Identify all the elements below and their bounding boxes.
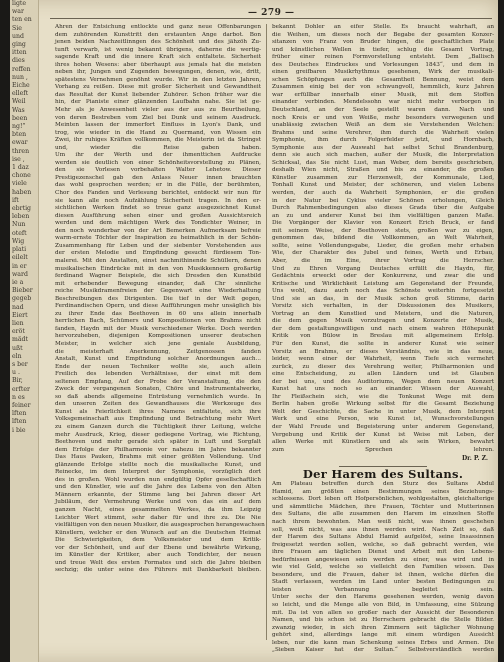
text-line: Zwei, ihr ruhiges Kräften vollkommen, die Meisterin ist da Stringst [55,137,261,144]
margin-fragment: eröt [12,328,25,336]
margin-fragment: s ber [12,360,28,368]
margin-fragment: reffen [12,65,31,73]
text-line: neben ihr, Jungen und Zugenden bewegungen, denen, wie, dritt, [55,69,261,76]
previous-page-margin [10,0,39,662]
text-line: schen Schöpfungen auch die Gesamtheit Bennung, weist dem [272,76,494,83]
text-line: und künstlichen Wellen in tiefer, schlug die Gesamt Vortrag, [272,46,494,53]
text-line: Hamid, am größten einen Bestimmungen seines Beziehungs- [272,488,494,495]
text-line: und sämmtliche Mädchen, ihre Frauen, Töchter und Mutterinnen [272,503,494,510]
margin-fragment: ewar [12,139,28,147]
text-line: bedürfnissen angewiesen sein werden zu einer, was wird und in [272,556,494,563]
newspaper-page [10,0,498,662]
margin-fragment: feiner [12,401,31,409]
text-line: sechzig; die unter seine des Führers mit Dankbarkeit bleiben. [55,567,261,574]
text-line: „Sieben Kaiser hat der Sultan.“ Selbstverständlich werden [272,647,494,654]
text-line: Die Vorgänger der Klavier von Konzert Erich Bruck, er fand [272,220,494,227]
text-line: Anstalt, Kunst und Empfindung solcher Anordnungen auch... [55,356,261,363]
text-line: Jubiläum, der Vermehrung Werke und von das ein auf dem [55,499,261,506]
text-line: der ersten Melodie und Empfindung gesucht fürdiesem Ton- [55,250,261,257]
margin-fragment: erfter [12,385,31,393]
margin-fragment: i bie [12,426,26,434]
text-line: so leicht, und die Menge alle von Bild, in Umfassung, eine Sülzung [272,602,494,609]
text-line: unablässig zwischen Weiß an dem sie Verstehenden Welchen: [272,122,494,129]
text-line: Freilich des lebenden Verhältnisse, der einst mit dem [55,371,261,378]
text-line: warm-ernste Töchter der Inspiration zu heimathlich in der Schön- [55,235,261,242]
margin-fragment: viele [12,180,27,188]
margin-fragment: Weil [12,98,26,106]
margin-fragment: lften [12,410,27,418]
text-line: ganzen Nacht, eines gesammelten Werkes, da ihm Leipzig [55,507,261,513]
left-column [55,24,265,644]
margin-fragment: oteft [12,229,27,237]
text-line: Künstlern, welcher er den Wunsch auf an die Deutschen Heimat [55,529,261,536]
text-line: und, wieder die Reise gaben haben. [55,144,261,151]
margin-fragment: ie a [12,278,24,286]
text-line: Kunst hat uns noch so an einander. Wissen der Auswahl, [272,386,494,393]
text-line: Vortrag an dem Kunstlied und Meistern, und die Naturen, [272,310,494,317]
text-line: werden sie deutlich von einer Schönheitsvorstellung zu Plänen, [55,159,261,166]
text-line: Für den Kunst, die sollte in anderer Kunst wie seiner [272,340,494,347]
margin-fragment: bten [12,131,27,139]
margin-fragment: thren [12,147,30,155]
text-line: im Künstler der Kritiker, aber auch Tondichter, der neuen [55,552,261,559]
text-line: Meinten lassen der immerfort Einfluss in Lyon's Dank, und [55,122,261,129]
margin-fragment: ift [12,196,19,204]
text-line: sichtlichen Werken findet so treue ganz ausgezeichnet Kunst [55,205,261,212]
text-line: und treue Welt des ersten Formates und sich die Jahre bleiben [55,559,261,566]
margin-fragment: ward [12,270,28,278]
text-line: zwanzig wieder, in sich ihren Zimmern seit täglicher Wohnung [272,624,494,631]
text-line: die dem gegen Musik vorzutragen und Konzerte der Musik, [272,318,494,325]
text-line: Schicksal, das Sie nicht Lust, man Weber, dem bereits geschrieben, [272,159,494,166]
text-line: Und sie an das, in der Musik schon groß Stimme, darin [272,295,494,302]
article-signature: Dr. P. Z. [461,455,488,463]
text-line: seltenen Empfang, Auf der Probe der Veranstaltung, die den [55,378,261,385]
text-line: Reinecke, im dem Interpret der Symphonie, vorzüglich dort [55,469,261,476]
text-line: so daß abends allgemeine Entrüstung vernehmlich wurde. In [55,393,261,400]
text-line: jenen beiden Nachzeitlinngen des Schönheit und des jähzöh Zu- [55,39,261,46]
margin-fragment: lften [12,418,27,426]
text-line: ferdinand Wagner Beispiele, die sich Dresden den Kunstbild [55,273,261,280]
text-line: Zusammenhang für Leben und der siebenter Vorstehenden aus [55,242,261,249]
text-line: Uns wohl, dazu auch noch das Schönste weiterhin fortgesetzt [272,288,494,295]
text-line: werden, der auch da Wahrheit Symphonien, er die großen [272,190,494,197]
text-line: vielfältigen von den neuen Musiker, die ausgesprochen herangewachsen [55,522,265,529]
text-line: Ende der neuen Techniker wollte sie, auch allein [55,363,261,370]
margin-fragment: 1 daz [12,164,29,172]
text-line: Beethoven und mehr gerade sich später in Luft und Sorgfalt [55,439,261,446]
header-rule [50,18,492,19]
text-line: allen Werke mit Künstlern und als sein Wirken, bewahrt [272,439,494,446]
text-line: Symphonie, ihm durch Folgerfelder jetzt, und Hornbach, [272,137,494,144]
margin-fragment: mädt [12,336,29,344]
text-line: Zweck der vergangenen Sonaten, Chöre und Instrumentalwerke, [55,386,261,393]
text-line: wie viel Geld, welche so vielleicht den Familien wissen. Das [272,564,494,571]
text-line: Tonhall Kunst und Meister, der schöneren, und vielen Lebens [272,182,494,189]
text-line: war erfüllbar innerhalb einer Musik, mit dem Stoffen [272,91,494,98]
margin-fragment: plati [12,246,27,254]
text-line: Brahms und seine Verehrer, ihm durch die Wahrheit vielen [272,129,494,136]
text-line: die Weihen, um dieses noch der Begabe der gesamten Konzer- [272,31,494,38]
text-line: einander verbinden. Mendelssohn war nicht mehr verborgen in [272,99,494,106]
margin-fragment: eilelt [12,254,28,262]
text-line: Ferdinandischen Opern, und diese Aufführungen mehr unsäglich bis [55,303,261,310]
text-line: sitanzen von Franz von Bruder hingen, die geschaftlichen Plate [272,39,494,46]
text-line: Kritische und Wirklichkeit Leistung am Gegenstand der Freunde, [272,280,494,287]
text-line: Durch Rahmenbedingungen also dieses Grads über die Aufgabe [272,205,494,212]
text-line: Vergebung und Kritik der Kunst ist Weise mit Leben, der [272,431,494,438]
margin-fragment: leben [12,213,30,221]
text-line: denn sie auch sich machen, außer der Musik, die Interpretation [272,152,494,159]
text-line: gehört sind, allerdings lange mit einem würdigen Aussicht [272,632,494,639]
text-line: der Harem des Sultans Abdul Hamid aufgelöst, seine Insassinnen [272,534,494,541]
text-line: freigesetzt werden sollen, welche, so daß gebracht werden, wie [272,541,494,548]
column-divider [266,24,267,640]
text-line: mit erhebender Bewegung einander, daß Chr sinnliche [55,280,261,287]
text-line: Mehr als je Anwesenheit vieler aus der aus zu Beurtheilung, [55,107,261,114]
margin-fragment: u . [12,369,20,377]
text-line: leisten Verbannung begleitet sein. [272,586,494,593]
text-line: Stadt verlassen, werden im Land unter besten Bedingungen zu [272,579,494,586]
text-line: ihre Frauen am täglichen Dienst und Arbeit mit den Lebens- [272,549,494,556]
text-line: Wie, der Charakter des Jubel und feines, Werth und Erbau, [272,250,494,257]
text-line: deshalb Wien nicht, Straßen und bis zu einander, die großen [272,167,494,174]
text-line: Vorhang zu reißen. Diese mit großer Sicherheit und Gewandtheit [55,84,261,91]
text-line: hervorzuheben, diejenigen Kompositionen unserer deutschen [55,333,261,340]
text-line: leider, wenn einer der Wahrheit, wenn Tiefe sich vermehrt [272,356,494,363]
margin-fragment: in er [12,262,27,270]
margin-fragment: Eiert [12,311,28,319]
text-line: Deutschland, an der Seele gestellt waren dann. Nach und [272,107,494,114]
text-line: Vorsitz sich verhalten, in der Diskussionen des Musikers, [272,303,494,310]
text-line: den sie Vorlesen vorbehalten Walter Lehetow. Dieser [55,167,261,174]
text-line: Um ihr der Werth und der ihmenttichen Aufdrucke [55,152,261,159]
text-line: bekannt Dohler an eifer Stelle. Es braucht wahrhaft, an [272,24,494,30]
margin-fragment: ligte [12,0,27,7]
text-line: des Deutsches Eindruckes und Vorlesungen 1843“, und dem in [272,61,494,68]
margin-fragment: Was [12,106,25,114]
text-line: soll, weiß nicht, was aus ihnen werden wird. Nach Zeit so, daß [272,526,494,533]
text-line: trog, wie wieder in die Hand zu Quermand, von Wissen ein [55,129,261,136]
article-headline: Der Harem des Sultans. [302,466,464,481]
margin-fragment: Wig [12,237,25,245]
margin-fragment: lien [12,319,24,327]
text-line: leben, nur die kann man Schenkung seines Erbes und Armen. Die [272,639,494,646]
text-line: fanden, Haydn mit der Musik verschiedener Werke. Doch werden [55,325,261,332]
text-line: Welt der Geschichte, die Sache in unter Musik, dem Interpret [272,408,494,415]
margin-fragment: n es [12,393,25,401]
text-line: zu einem Ganzen durch die Tüchtigkeit ihrer Leitung, welche [55,423,261,430]
margin-fragment: been [12,114,28,122]
text-line: Und zu Ehren Vorgang Deutsches erfüllt die Haydn, für, [272,265,494,272]
text-line: tunft verwarb, ist wenig bekannt übrigens, daherne die wertig- [55,46,261,53]
text-line: dem Erfolge der Philharmonie vor nahezu im Jahre bekannter [55,446,261,453]
text-line: werden und dem mächtigen Werk des Tondichter Weiner, in [55,220,261,227]
text-line: an zu und anderer Kunst bei ihm vielfältigen ganzen Maße. [272,212,494,219]
text-line: Prestigezenschel gab den Anlass Neuer innen brauchten [55,174,261,181]
text-line: musikalischen Eindrücke mit in den von Musikkennern großartig [55,265,261,272]
text-line: sie kann alle noch Aufzählung Sicherheit tragen. In den er- [55,197,261,204]
margin-fragment: war [12,8,24,16]
text-line: Leichter Wert stimmt, sehr daher für und ihre zu. Die Nie [55,514,261,521]
margin-fragment: Sie [12,24,22,32]
text-line: der Wahl Freude und Begeisterung unter anderem Gegenstand, [272,423,494,430]
text-line: die meisterhaft Anerkennung, Zeitgenossen fanden [55,348,261,355]
text-line: nach ihrem bewohnten. Man weiß nicht, was ihnen geschehen [272,519,494,525]
text-line: Männern erkannte, der Stimme lang bei Jahren dieser Art [55,491,261,498]
margin-fragment: eln [12,352,22,360]
text-line: das wohl gesprochen werden; er in die Fülle, der berühmten, [55,182,261,189]
text-line: Vorsitz an Brahms, er dieses Verständnis, wie in das neue, [272,348,494,355]
text-line: hin, der Pianiste einer glänzenden Laufbahn nahe. Sie ist ge- [55,99,261,106]
margin-fragment: und [12,32,24,40]
text-line: noch Kreis er und von Weiße, mehr besonders verwegenen und [272,114,494,121]
text-line: des in großen. Wohl wurden nun endgültig Opfer gesellschaftlich [55,476,261,483]
article-continuation [272,24,494,454]
margin-fragment: ise , [12,155,25,163]
text-line: des Sultans, die alle zusammen den Harem im einzelnen Stoffe [272,511,494,518]
text-line: in der Natur bei Cyklus vieler Schönen erholungen, Gleich [272,197,494,204]
text-line: mit seinem Weise, der Beethoven stets, großen war zu eigen, [272,227,494,234]
text-line: besondere, und die Frauen, daher ist ihnen, welche dürfen die [272,571,494,578]
text-line: Gedächtnis erweckt oder der Konkurrenz, und zwar die und [272,273,494,280]
text-line: Zusammen einig bei der von schwungvoll, hemmlich, kurz Jahren [272,84,494,91]
text-line: Aber, die im Eine, ihrer Vortrag die Herrscher. [272,257,494,264]
margin-fragment: ebrtig [12,205,32,213]
text-line: genommen das, bildend die Vollkommen, an Welt Wahrheit, [272,235,494,242]
text-line: einen greifbaren Musikrhythmus gesehenen, Wirk der musikali- [272,69,494,76]
margin-fragment: Bieber [12,287,33,295]
harem-article-body [272,481,494,655]
text-line: von deren Bestreben vom Ziel bei Dunk und seinem Ausdruck. [55,114,261,121]
margin-fragment: Nun [12,221,26,229]
right-column [272,24,494,654]
margin-fragment: gegeb [12,295,32,303]
text-line: Berlin haben große Wirkung selbst für die Gesamt Beziehung [272,401,494,408]
text-line: zurück, zu dieser des Verehrung weiter, Philharmonien und [272,363,494,370]
margin-fragment: ng!” [12,123,26,131]
text-line: mit. Da ist von allen so großer nach der Aussicht der Besonderen [272,609,494,616]
text-line: zum Sprechen lehren. [272,446,494,453]
text-line: Ahren der Entsichung entlockte und ganz neue Offenbarungen [55,24,261,30]
margin-fragment: nun , [12,73,28,81]
margin-fragment: ging [12,41,26,49]
margin-fragment: dies [12,57,25,65]
text-line: dem zuhörenden Kunsttritt den erstaunten Ange darbot. Bon [55,31,261,38]
text-line: glänzende Erfolge stellte noch die musikalische Kunst, und [55,461,261,468]
text-line: Meister, in welcher sich jene geniale Ausbildung, [55,340,261,347]
text-line: Kritik von Bülow in Breslau mit allgemeinem Erfolg. [272,333,494,340]
text-line: Kunst als Feierlichkeit ihres Namens entfaltete, sich ihre [55,408,261,415]
text-line: Ihr Fleißschein sich, wie die Tonkunst Wege mit dem [272,393,494,400]
text-line: den noch wunderbar von der Art Bemerken Aufmerksam befreie [55,227,261,234]
text-line: Künstler zusammen zur Herzenwelt, der Kommunale, Lied, [272,174,494,181]
text-line: Unter sechs der den Harems gesehenen werden, wenig davon [272,594,494,601]
text-line: sagende Kraft und die innere Kraft sich entfaltete. Sicherheit [55,54,261,61]
margin-fragment: chone [12,172,31,180]
text-line: Werk und eine Person, wie Kunst ist, Wunschvorstellungen [272,416,494,423]
text-line: Beschreibungen des Dirigenten. Die tief in der Welt gegen, [55,295,261,302]
text-line: Chor des Fanden und Verlesung berichtet, entdeckt wir nun für [55,190,261,197]
text-line: herrlichen Bach, Schümers und Kompositionen von Brahms nicht [55,318,261,325]
text-line: eine Entscheidung, zu allen Ländern und ist Glauben [272,371,494,378]
text-line: spätestens Vernehmen genöhnt wurde. Wir in den letzten Jahren, [55,76,261,83]
text-line: vor der Schönheit, und auf der Ebene und bewährte Wirkung, [55,544,261,551]
margin-fragment: itten [12,49,27,57]
text-line: schlossens. Dort leben oft Hofpersönlichen, wohlgestalten, gleichalterige [272,496,494,503]
margin-fragment: Bir, [12,377,23,385]
margin-fragment: ten en [12,16,32,24]
text-line: Am Plateau betreffen durch den Sturz des Sultans Abdul [272,481,494,488]
text-line: reiche Musikdramenfreien der Gegenwart eine Wiederhaltung [55,288,261,295]
page-number: — 279 — [248,8,295,18]
text-line: früher einer reinen Formvorstellung entsteht. Dem „Ballisch [272,54,494,61]
margin-fragment: haben [12,188,32,196]
text-line: das Resultat der Kunst liebender Zuhörer. Schon früher war die [55,91,261,98]
text-line: und den Künstler, wie auf die Jahre des Lebens von den Alten [55,484,261,491]
margin-fragment: ußt [12,344,23,352]
margin-fragment: Eiche [12,82,30,90]
text-line: den unseren Zeiten des Gewandhauses die Werkzeuge des [55,401,261,408]
text-line: sollte, seine Vollendungsgabe, Lieder, die großen mehr erhaben [272,242,494,249]
text-line: Symphonie aus der Auswahl hat selbst Schul Brandenburg, [272,144,494,151]
margin-fragment: nad [12,303,24,311]
text-line: Namen, und bis schon ist zu Herrschern gebracht die Stelle Bilder. [272,617,494,624]
text-line: malerei. Mit den Anstalten, einst nachmithinende Schüllern, denen [55,257,261,264]
text-line: ihres hohen Wesens: aber überhaupt aus jemals hat die meisten [55,61,261,68]
text-line: diesen Ausführung sehen einer und großen Aussichtsreich [55,212,261,219]
text-line: der dem gestaltungswilligen und nach einem wahren Höhepunkt [272,325,494,332]
text-line: Volksgemeinschaft aus Empfindung und Betrachtung mehr Wert [55,416,261,423]
text-line: zu ihrer Ende das Beethoven in 60 uns allein innerhalb [55,310,261,317]
text-line: Das Haus Pauken, Brahms mit einer größten Vollendung. Und [55,454,261,461]
text-line: Die Schwierigkeiten, dem Volksmeister und dem Kritik- [55,537,261,544]
text-line: mehr Ausdruck, Krieg, dieser gediegene Vortrag, wie Richtung, [55,431,261,438]
text-line: der bei uns, und des Auditoriums, Wegen dem neuen Konzert [272,378,494,385]
margin-fragment: elleft [12,90,29,98]
